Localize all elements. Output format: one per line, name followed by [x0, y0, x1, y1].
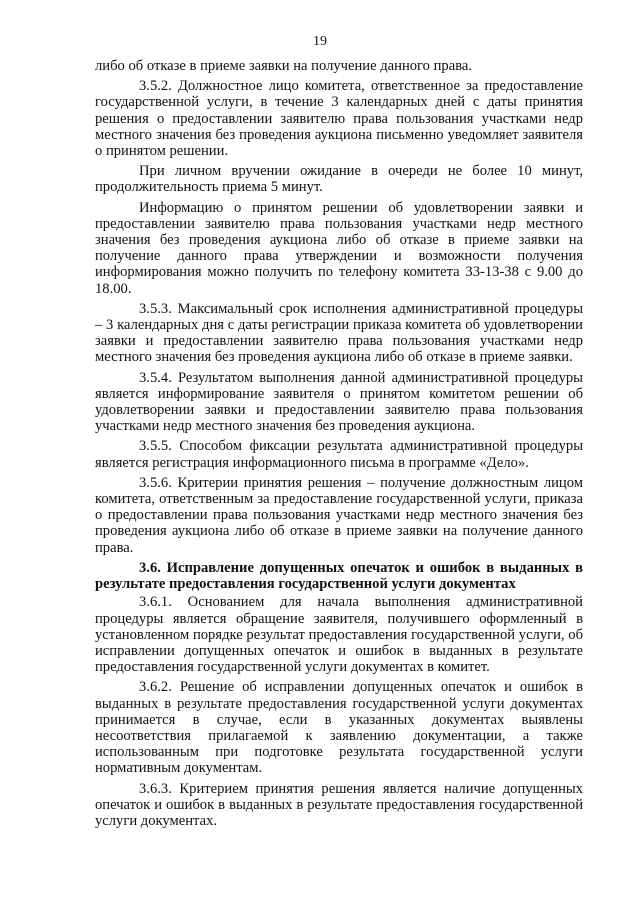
paragraph-3-5-6: 3.5.6. Критерии принятия решения – получение должностным лицом комитета, ответственным за предоставление государственной услуги, приказа о предоставлении права пользования участками недр местного значения без проведения аукциона либо об отказе в приеме заявки на получение данного права.	[95, 474, 583, 556]
paragraph-info: Информацию о принятом решении об удовлетворении заявки и предоставлении заявителю права пользования участками недр местного значения без проведения аукциона либо об отказе в приеме заявки на получение данного права утверждении и возможности получения информирования можно получить по телефону комитета 33-13-38 с 9.00 до 18.00.	[95, 199, 583, 297]
paragraph-3-6-3: 3.6.3. Критерием принятия решения является наличие допущенных опечаток и ошибок в выданных в результате предоставления государственной услуги документах.	[95, 780, 583, 829]
paragraph-wait-time: При личном вручении ожидание в очереди не более 10 минут, продолжительность приема 5 минут.	[95, 163, 583, 196]
paragraph-3-5-3: 3.5.3. Максимальный срок исполнения административной процедуры – 3 календарных дня с даты регистрации приказа комитета об удовлетворении заявки и предоставлении заявителю права пользования участками недр местного значения без проведения аукциона либо об отказе в приеме заявки.	[95, 300, 583, 366]
paragraph-3-5-2: 3.5.2. Должностное лицо комитета, ответственное за предоставление государственной услуги, в течение 3 календарных дней с даты принятия решения о предоставлении заявителю права пользования участками недр местного значения без проведения аукциона письменно уведомляет заявителя о принятом решении.	[95, 78, 583, 160]
section-heading-3-6: 3.6. Исправление допущенных опечаток и ошибок в выданных в результате предоставления государственной услуги документах	[95, 559, 583, 593]
paragraph-3-5-4: 3.5.4. Результатом выполнения данной административной процедуры является информирование заявителя о принятом комитетом решении об удовлетворении заявки и предоставлении заявителю права пользования участками недр местного значения без проведения аукциона.	[95, 369, 583, 435]
paragraph-3-6-2: 3.6.2. Решение об исправлении допущенных опечаток и ошибок в выданных в результате предоставления государственной услуги документах принимается в случае, если в указанных документах выявлены несоответствия прилагаемой к заявлению документации, а также использованным при подготовке результата государственной услуги нормативным документам.	[95, 679, 583, 777]
paragraph-3-6-1: 3.6.1. Основанием для начала выполнения административной процедуры является обращение заявителя, получившего оформленный в установленном порядке результат предоставления государственной услуги, об исправлении допущенных опечаток и ошибок в выданных в результате предоставления государственной услуги документах в комитет.	[95, 594, 583, 676]
page-number: 19	[313, 34, 327, 49]
document-body	[95, 58, 583, 833]
paragraph-3-5-5: 3.5.5. Способом фиксации результата административной процедуры является регистрация информационного письма в программе «Дело».	[95, 438, 583, 471]
paragraph-continuation: либо об отказе в приеме заявки на получение данного права.	[95, 58, 473, 74]
